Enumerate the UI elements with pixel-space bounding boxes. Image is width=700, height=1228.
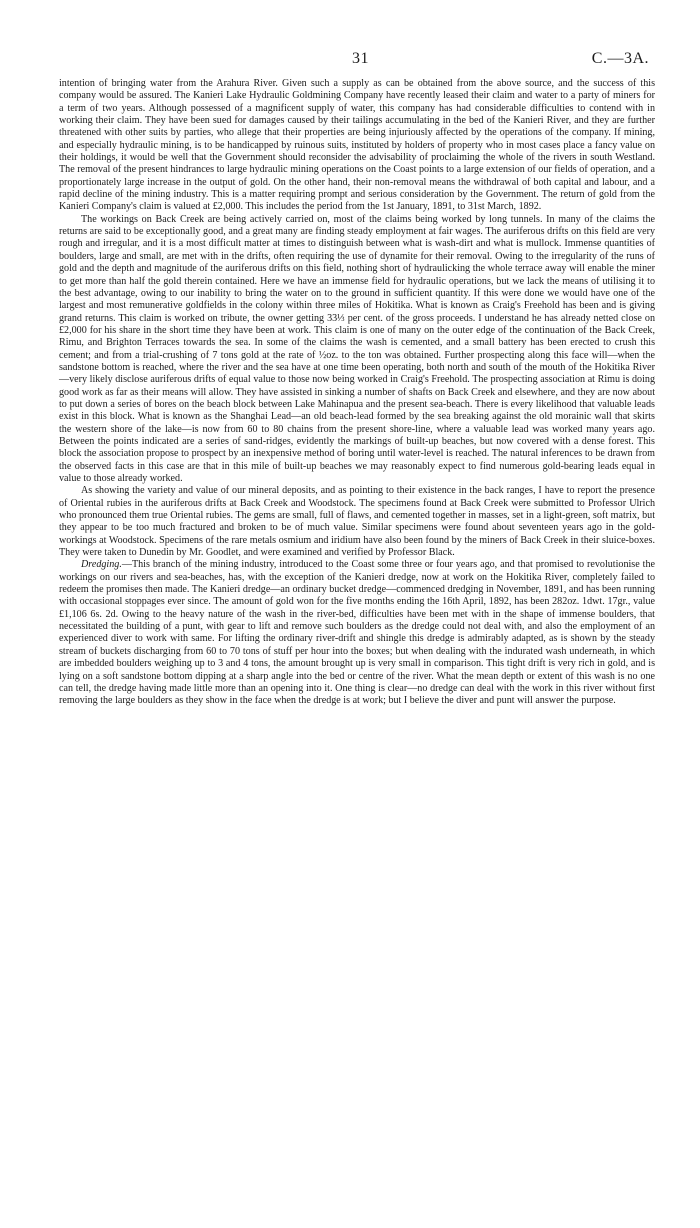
page-header	[59, 48, 655, 78]
dredging-heading: Dredging.	[81, 559, 122, 571]
document-reference: C.—3A.	[591, 50, 649, 67]
paragraph-3: As showing the variety and value of our mineral deposits, and as pointing to their existence in the back ranges, I have to report the presence of Oriental rubies in the auriferous drifts at Back Creek and Woodstock. The specimens found at Back Creek were submitted to Professor Ulrich who pronounced them true Oriental rubies. The gems are small, full of flaws, and cemented together in masses, set in a light-green, soft matrix, but they appear to be too much fractured and broken to be of much value. Similar specimens were found about seventeen years ago in the gold-workings at Woodstock. Specimens of the rare metals osmium and iridium have also been found by the miners of Back Creek in their sluice-boxes. They were taken to Dunedin by Mr. Goodlet, and were examined and verified by Professor Black.	[59, 485, 655, 559]
body-text	[59, 78, 655, 708]
page-number: 31	[352, 50, 369, 67]
paragraph-1: intention of bringing water from the Arahura River. Given such a supply as can be obtained from the above source, and the success of this company would be assured. The Kanieri Lake Hydraulic Goldmining Company have recently leased their claim and water to a party of miners for a term of two years. Although possessed of a magnificent supply of water, this company has had considerable difficulties to contend with in working their claim. They have been sued for damages caused by their tailings accumulating in the bed of the Kanieri River, and they are further threatened with other suits by parties, who allege that their properties are being injuriously affected by the operations of the company. If mining, and especially hydraulic mining, is to be handicapped by ruinous suits, instituted by holders of property who in most cases place a fancy value on their holdings, it would be well that the Government should reconsider the advisability of proclaiming the whole of the rivers in south Westland. The removal of the present hindrances to large hydraulic mining operations on the Coast points to a large extension of our fields of operation, and a proportionately large increase in the output of gold. On the other hand, their non-removal means the withdrawal of both capital and labour, and a rapid decline of the mining industry. This is a matter requiring prompt and serious consideration by the Government. The return of gold from the Kanieri Company's claim is valued at £2,000. This includes the period from the 1st January, 1891, to 31st March, 1892.	[59, 78, 655, 213]
dredging-text: —This branch of the mining industry, introduced to the Coast some three or four years ago, and that promised to revolutionise the workings on our rivers and sea-beaches, has, with the exception of the Kanieri dredge, now at work on the Hokitika River, completely failed to redeem the promises then made. The Kanieri dredge—an ordinary bucket dredge—commenced dredging in November, 1891, and has been running with occasional stoppages ever since. The amount of gold won for the five months ending the 16th April, 1892, has been 282oz. 1dwt. 17gr., value £1,106 6s. 2d. Owing to the heavy nature of the wash in the river-bed, difficulties have been met with in the shape of immense boulders, that necessitated the building of a punt, with gear to lift and remove such boulders as the dredge could not deal with, and also the employment of an experienced diver to work with same. For lifting the ordinary river-drift and shingle this dredge is admirably adapted, as is shown by the steady stream of buckets discharging from 60 to 70 tons of stuff per hour into the boxes; but when dealing with the indurated wash underneath, in which are imbedded boulders weighing up to 3 and 4 tons, the amount brought up is very small in comparison. This tight drift is very rich in gold, and is lying on a soft sandstone bottom dipping at a sharp angle into the bed or centre of the river. What the mean depth or extent of this wash is no one can tell, the dredge having made little more than an opening into it. One thing is clear—no dredge can deal with the work in this river without first removing the large boulders as they show in the face when the dredge is at work; but I believe the diver and punt will answer the purpose.	[59, 559, 655, 707]
paragraph-4	[59, 559, 655, 707]
paragraph-2: The workings on Back Creek are being actively carried on, most of the claims being worked by long tunnels. In many of the claims the returns are said to be exceptionally good, and a great many are finding steady employment at fair wages. The auriferous drifts on this field are very rough and irregular, and it is a most difficult matter at times to distinguish between what is wash-dirt and what is mullock. Immense quantities of boulders, large and small, are met with in the drifts, often requiring the use of dynamite for their removal. Owing to the irregularity of the runs of gold and the depth and magnitude of the auriferous drifts on this field, nothing short of hydraulicking the whole terrace away will enable the miner to get more than half the gold therein contained. Here we have an immense field for hydraulic operations, but we lack the means of utilising it to the best advantage, owing to our inability to bring the water on to the ground in sufficient quantity. If this were done we would have one of the largest and most remunerative goldfields in the colony within three miles of Hokitika. What is known as Craig's Freehold has been and is giving grand returns. This claim is worked on tribute, the owner getting 33⅓ per cent. of the gross proceeds. I understand he has already netted close on £2,000 for his share in the short time they have been at work. This claim is one of many on the outer edge of the continuation of the Back Creek, Rimu, and Brighton Terraces towards the sea. In some of the claims the wash is cemented, and a small battery has been erected to crush this cement; and from a trial-crushing of 7 tons gold at the rate of ½oz. to the ton was obtained. Further prospecting along this face will—when the sandstone bottom is reached, where the river and the sea have at one time been operating, both north and south of the mouth of the Hokitika River—very likely disclose auriferous drifts of equal value to those now being worked in Craig's Freehold. The prospecting association at Rimu is doing good work as far as their means will allow. They have assisted in sinking a number of shafts on Back Creek and elsewhere, and they are now about to put down a series of bores on the beach block between Lake Mahinapua and the present sea-beach. There is every likelihood that valuable leads exist in this block. What is known as the Shanghai Lead—an old beach-lead formed by the sea breaking against the old morainic wall that skirts the western shore of the lake—is now from 60 to 80 chains from the present shore-line, where a valuable lead was worked many years ago. Between the points indicated are a series of sand-ridges, evidently the markings of built-up beaches, but now covered with a dense forest. This block the association propose to prospect by an inexpensive method of boring until water-level is reached. The natural inferences to be drawn from the observed facts in this case are that in this mile of built-up beaches we may reasonably expect to find numerous gold-bearing leads equal in value to those already worked.	[59, 213, 655, 484]
